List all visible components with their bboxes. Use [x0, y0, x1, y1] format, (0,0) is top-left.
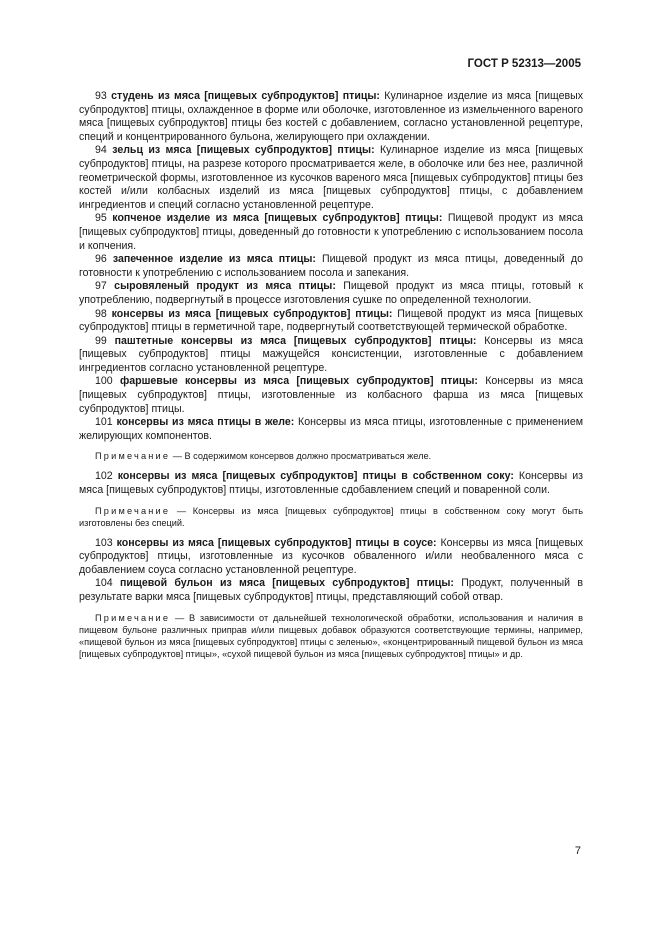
- entry-definition: Кулинарное изделие из мяса [пищевых субпродуктов] птицы, охлажденное в форме или оболочке, изготовленное из измельченного вареного мяса [пищевых субпродуктов] птицы без костей с добавлением, согласно установленной рецептуре, специй и концентрированного бульона, желирующего при охлаждении.: [79, 90, 584, 143]
- page-number: 7: [574, 845, 581, 857]
- entry-definition: Консервы из мяса [пищевых субпродуктов] птицы, изготовленные из кусочков обваленного и/или необваленного мяса с добавлением соуса согласно установленной рецептуре.: [79, 536, 583, 576]
- entry-number: 104: [95, 577, 113, 590]
- entry-term: копченое изделие из мяса [пищевых субпродуктов] птицы:: [112, 212, 443, 225]
- note-label: Примечание: [95, 451, 171, 462]
- entry-term: консервы из мяса [пищевых субпродуктов] птицы:: [111, 307, 393, 320]
- document-code: ГОСТ Р 52313—2005: [467, 58, 581, 70]
- entry-number: 95: [95, 212, 107, 225]
- entry-number: 93: [95, 90, 107, 102]
- entry-definition: Пищевой продукт из мяса [пищевых субпродуктов] птицы, доведенный до готовности к употреблению с использованием посола и копчения.: [79, 212, 584, 252]
- note-text: — Консервы из мяса [пищевых субпродуктов] птицы в собственном соку могут быть изготовлены без специй.: [79, 505, 583, 528]
- entry-101: [79, 416, 583, 443]
- entry-term: студень из мяса [пищевых субпродуктов] птицы:: [111, 90, 380, 102]
- note-101: [79, 450, 583, 462]
- entry-definition: Продукт, полученный в результате варки мяса [пищевых субпродуктов] птицы, представляющий собой отвар.: [79, 577, 584, 603]
- entry-term: паштетные консервы из мяса [пищевых субпродуктов] птицы:: [114, 334, 477, 347]
- entry-term: фаршевые консервы из мяса [пищевых субпродуктов] птицы:: [119, 375, 478, 388]
- note-label: Примечание: [95, 612, 171, 623]
- entry-term: сыровяленый продукт из мяса птицы:: [114, 280, 336, 293]
- entry-93: [79, 90, 583, 144]
- entry-102: [79, 470, 583, 497]
- entry-definition: Консервы из мяса птицы, изготовленные с применением желирующих компонентов.: [79, 416, 583, 442]
- entry-103: [79, 537, 583, 578]
- entry-definition: Консервы из мяса [пищевых субпродуктов] птицы, изготовленные сдобавлением специй и поваренной соли.: [79, 470, 583, 497]
- entry-98: [79, 308, 583, 335]
- entry-term: консервы из мяса [пищевых субпродуктов] птицы в соусе:: [116, 536, 437, 549]
- entry-number: 94: [95, 144, 107, 157]
- entry-94: [79, 144, 583, 212]
- entry-number: 99: [95, 334, 107, 347]
- entry-number: 97: [95, 280, 107, 293]
- entry-number: 96: [95, 253, 107, 266]
- entry-definition: Пищевой продукт из мяса птицы, доведенный до готовности к употреблению с использованием посола и запекания.: [79, 253, 583, 279]
- entry-definition: Пищевой продукт из мяса [пищевых субпродуктов] птицы в герметичной таре, подвергнутый соответствующей термической обработке.: [79, 307, 583, 334]
- document-body: [79, 90, 583, 668]
- entry-definition: Консервы из мяса [пищевых субпродуктов] птицы мажущейся консистенции, изготовленные с добавлением ингредиентов согласно установленной рецептуре.: [79, 334, 583, 374]
- entry-number: 98: [95, 307, 107, 320]
- entry-number: 101: [95, 416, 113, 429]
- entry-95: [79, 212, 583, 253]
- note-label: Примечание: [95, 505, 171, 516]
- entry-99: [79, 335, 583, 376]
- note-104: [79, 612, 583, 660]
- note-text: — В содержимом консервов должно просматриваться желе.: [170, 451, 432, 462]
- entry-96: [79, 253, 583, 280]
- entry-term: запеченное изделие из мяса птицы:: [112, 253, 316, 266]
- entry-term: зельц из мяса [пищевых субпродуктов] птицы:: [112, 144, 375, 157]
- entry-term: консервы из мяса птицы в желе:: [116, 416, 295, 429]
- entry-term: консервы из мяса [пищевых субпродуктов] птицы в собственном соку:: [117, 470, 514, 483]
- entry-term: пищевой бульон из мяса [пищевых субпродуктов] птицы:: [120, 577, 454, 590]
- entry-definition: Пищевой продукт из мяса птицы, готовый к употреблению, подвергнутый в процессе изготовления сушке по определенной технологии.: [79, 280, 584, 306]
- entry-definition: Кулинарное изделие из мяса [пищевых субпродуктов] птицы, на разрезе которого просматривается желе, в оболочке или без нее, различной геометрической формы, изготовленное из кусочков вареного мяса [пищевых субпродуктов] птицы без костей и/или колбасных изделий из мяса [пищевых субпродуктов] птицы, с добавлением ингредиентов и специй согласно установленной рецептуре.: [79, 144, 583, 211]
- entry-number: 102: [95, 470, 113, 483]
- entry-number: 103: [95, 536, 113, 549]
- entry-100: [79, 375, 583, 416]
- entry-104: [79, 577, 583, 604]
- entry-97: [79, 280, 583, 307]
- entry-definition: Консервы из мяса [пищевых субпродуктов] птицы, изготовленные из колбасного фарша из мяса [пищевых субпродуктов] птицы.: [79, 375, 583, 415]
- note-102: [79, 505, 583, 529]
- entry-number: 100: [95, 375, 113, 388]
- note-text: — В зависимости от дальнейшей технологической обработки, использования и наличия в пищевом бульоне различных приправ и/или пищевых добавок образуются соответствующие термины, например, «пищевой бульон из мяса [пищевых субпродуктов] птицы с зеленью», «концентрированный пищевой бульон из мяса [пищевых субпродуктов] птицы», «сухой пищевой бульон из мяса [пищевых субпродуктов] птицы» и др.: [79, 612, 583, 659]
